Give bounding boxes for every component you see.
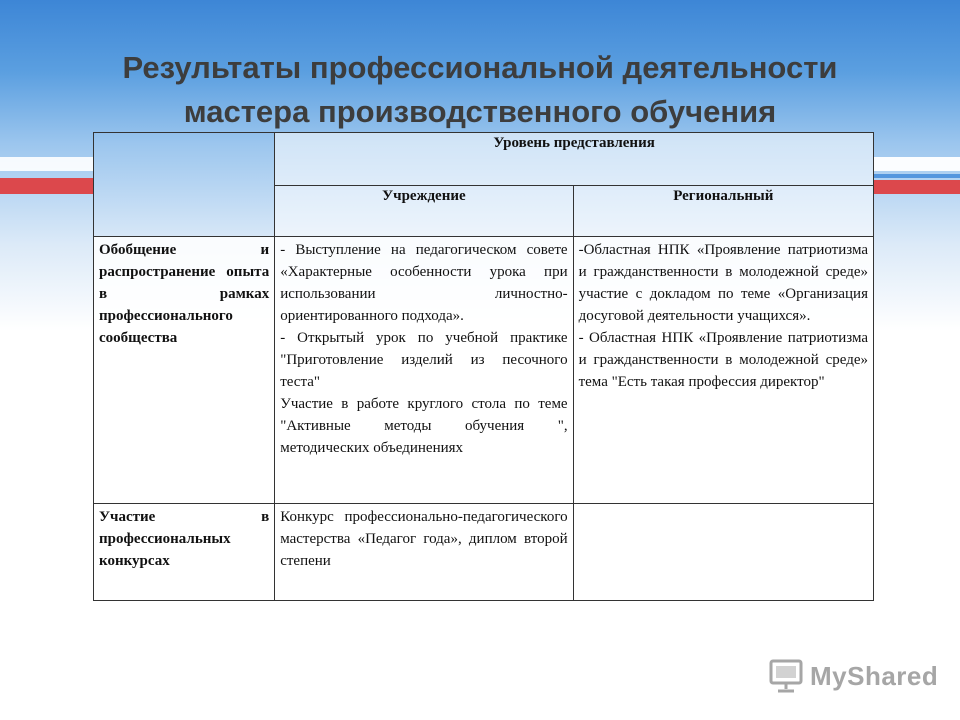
cell-paragraph: - Выступление на педагогическом совете «Характерные особенности урока при использовании личностно-ориентированного подхода». [280, 242, 568, 324]
cell-paragraph: Конкурс профессионально-педагогического мастерства «Педагог года», диплом второй степени [280, 509, 568, 569]
title-line-2: мастера производственного обучения [183, 94, 777, 129]
results-table [93, 132, 874, 601]
row-label: Участие в профессиональных конкурсах [94, 504, 275, 601]
institution-cell [275, 504, 573, 601]
table-row [94, 237, 874, 504]
cell-paragraph: - Областная НПК «Проявление патриотизма и гражданственности в молодежной среде» тема "Есть такая профессия директор" [578, 330, 868, 390]
institution-header: Учреждение [275, 186, 573, 237]
table-row [94, 504, 874, 601]
title-line-1: Результаты профессиональной деятельности [122, 50, 838, 85]
presentation-board-icon [768, 658, 804, 694]
watermark-text: MyShared [810, 660, 939, 691]
institution-cell [275, 237, 573, 504]
cell-paragraph: -Областная НПК «Проявление патриотизма и гражданственности в молодежной среде» участие с докладом по теме «Организация досуговой деятельности учащихся». [578, 242, 868, 324]
stripes-right [874, 157, 960, 194]
level-header: Уровень представления [275, 133, 874, 186]
watermark [768, 656, 938, 696]
stripes-left [0, 157, 93, 194]
cell-paragraph: - Открытый урок по учебной практике "Приготовление изделий из песочного теста" [280, 330, 568, 390]
corner-cell [94, 133, 275, 237]
cell-paragraph: Участие в работе круглого стола по теме "Активные методы обучения ", методических объединениях [280, 396, 568, 456]
regional-header: Региональный [573, 186, 873, 237]
regional-cell [573, 237, 873, 504]
regional-cell-empty [573, 504, 873, 601]
header-row-1 [94, 133, 874, 186]
row-label: Обобщение и распространение опыта в рамках профессионального сообщества [94, 237, 275, 504]
page-title [0, 46, 960, 134]
